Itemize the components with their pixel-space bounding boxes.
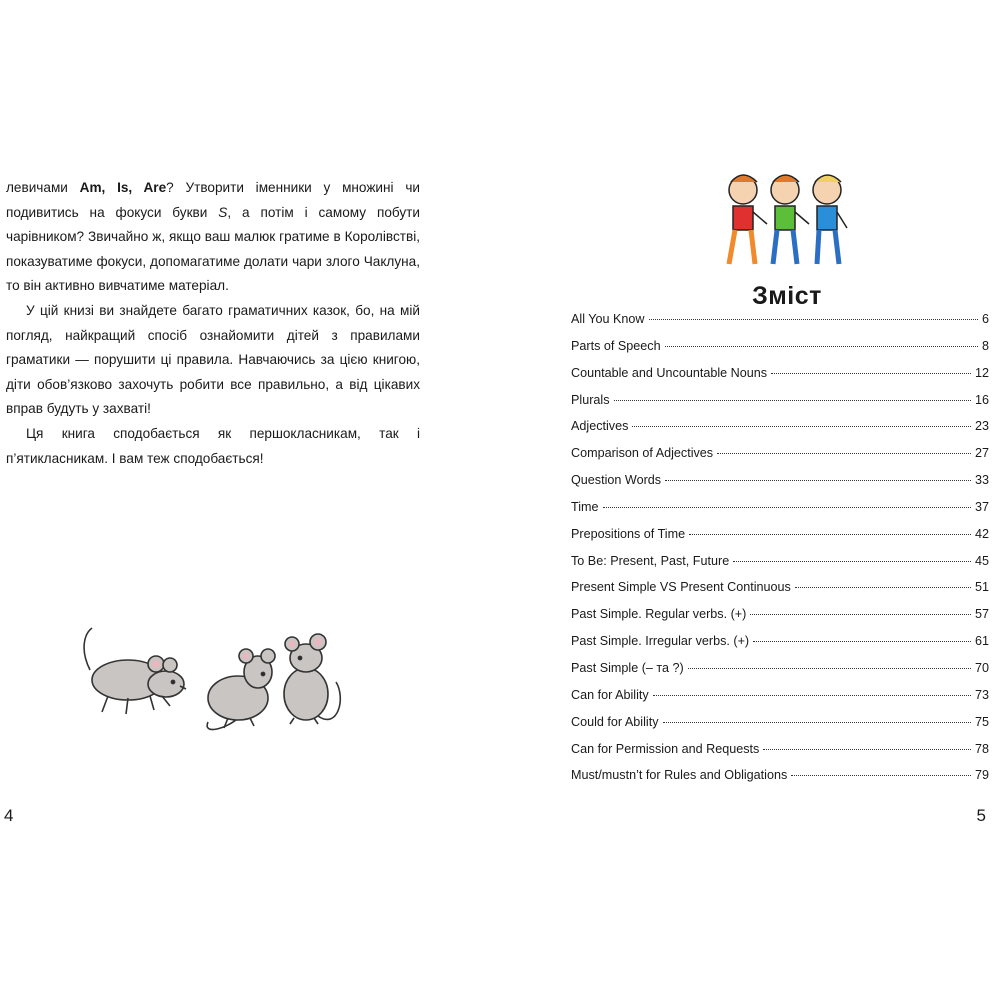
toc-leader-dots — [750, 614, 971, 615]
toc-entry-page: 6 — [981, 312, 989, 326]
toc-entry-page: 16 — [974, 392, 989, 407]
toc-leader-dots — [753, 641, 971, 642]
intro-paragraph-3: Ця книга сподобається як першокласникам, так і п’ятикласникам. І вам теж сподобається! — [6, 425, 420, 466]
toc-leader-dots — [665, 480, 971, 481]
toc-entry — [571, 521, 989, 548]
toc-entry-label: Parts of Speech — [571, 338, 661, 353]
toc-entry-label: Past Simple. Regular verbs. (+) — [571, 607, 747, 622]
toc-entry-label: Countable and Uncountable Nouns — [571, 365, 768, 380]
toc-entry — [571, 306, 989, 333]
toc-entry — [571, 655, 989, 682]
toc-entry-label: Past Simple. Irregular verbs. (+) — [571, 634, 750, 649]
toc-entry-label: Comparison of Adjectives — [571, 446, 714, 461]
toc-entry-page: 33 — [974, 473, 989, 488]
toc-leader-dots — [717, 453, 971, 454]
toc-leader-dots — [663, 722, 971, 723]
toc-entry-label: Adjectives — [571, 419, 629, 434]
toc-entry-label: Can for Ability — [571, 687, 649, 702]
toc-entry-label: Present Simple VS Present Continuous — [571, 580, 791, 595]
mice-icon — [78, 620, 368, 740]
toc-entry-label: Question Words — [571, 473, 662, 488]
toc-entry-label: All You Know — [571, 312, 645, 326]
intro-paragraph-2: У цій книзі ви знайдете багато граматичних казок, бо, на мій погляд, найкращий спосіб ознайомити дітей з правилами граматики — порушити ці правила. Навчаючись за цією книгою, діти обов’язково захочуть робити все правильно, а від цікавих вправ будуть у захваті! — [6, 302, 420, 417]
page-number-left: 4 — [4, 806, 14, 825]
toc-leader-dots — [632, 426, 971, 427]
toc-entry-page: 79 — [974, 768, 989, 783]
toc-entry — [571, 574, 989, 601]
toc-leader-dots — [795, 587, 971, 588]
children-icon — [715, 172, 855, 276]
toc-entry-label: Plurals — [571, 392, 610, 407]
toc-entry-label: Past Simple (– та ?) — [571, 660, 684, 675]
toc-leader-dots — [649, 319, 978, 320]
toc-entry-page: 23 — [974, 419, 989, 434]
toc-entry-page: 45 — [974, 553, 989, 568]
toc-entry-page: 27 — [974, 446, 989, 461]
toc-entry — [571, 601, 989, 628]
toc-entry-page: 51 — [974, 580, 989, 595]
toc-entry-label: Prepositions of Time — [571, 526, 686, 541]
toc-leader-dots — [689, 534, 971, 535]
toc-leader-dots — [733, 561, 971, 562]
toc-entry-page: 37 — [974, 499, 989, 514]
toc-leader-dots — [614, 400, 971, 401]
toc-entry — [571, 440, 989, 467]
toc-entry — [571, 333, 989, 360]
toc-entry-page: 12 — [974, 365, 989, 380]
page-number-right: 5 — [976, 806, 986, 825]
toc-entry — [571, 736, 989, 763]
right-page — [500, 0, 1000, 1000]
toc-leader-dots — [688, 668, 971, 669]
toc-entry-label: To Be: Present, Past, Future — [571, 553, 730, 568]
toc-entry — [571, 360, 989, 387]
table-of-contents — [571, 306, 989, 789]
toc-leader-dots — [603, 507, 971, 508]
toc-entry — [571, 413, 989, 440]
toc-entry — [571, 548, 989, 575]
toc-entry — [571, 467, 989, 494]
toc-entry-page: 70 — [974, 660, 989, 675]
toc-leader-dots — [791, 775, 971, 776]
toc-entry — [571, 682, 989, 709]
toc-entry — [571, 387, 989, 414]
toc-entry — [571, 762, 989, 789]
toc-leader-dots — [763, 749, 971, 750]
toc-entry — [571, 709, 989, 736]
toc-entry-page: 61 — [974, 634, 989, 649]
toc-entry-page: 57 — [974, 607, 989, 622]
toc-leader-dots — [653, 695, 971, 696]
intro-text — [6, 176, 420, 471]
toc-title: Зміст — [752, 282, 822, 310]
toc-entry-label: Can for Permission and Requests — [571, 741, 760, 756]
intro-paragraph-1: левичами Am, Is, Are? Утворити іменники у множині чи подивитись на фокуси букви S, а потім і самому побути чарівником? Звичайно ж, якщо ваш малюк гратиме в Королівстві, показуватиме фокуси, допомагатиме долати чари злого Чаклуна, то він активно вивчатиме матеріал. — [6, 180, 420, 294]
toc-entry-page: 42 — [974, 526, 989, 541]
toc-entry — [571, 494, 989, 521]
toc-entry-page: 73 — [974, 687, 989, 702]
toc-entry-page: 78 — [974, 741, 989, 756]
toc-entry — [571, 628, 989, 655]
toc-entry-label: Must/mustn’t for Rules and Obligations — [571, 768, 788, 783]
toc-entry-label: Time — [571, 499, 599, 514]
toc-entry-label: Could for Ability — [571, 714, 659, 729]
toc-entry-page: 8 — [981, 338, 989, 353]
toc-leader-dots — [665, 346, 978, 347]
toc-leader-dots — [771, 373, 971, 374]
toc-entry-page: 75 — [974, 714, 989, 729]
